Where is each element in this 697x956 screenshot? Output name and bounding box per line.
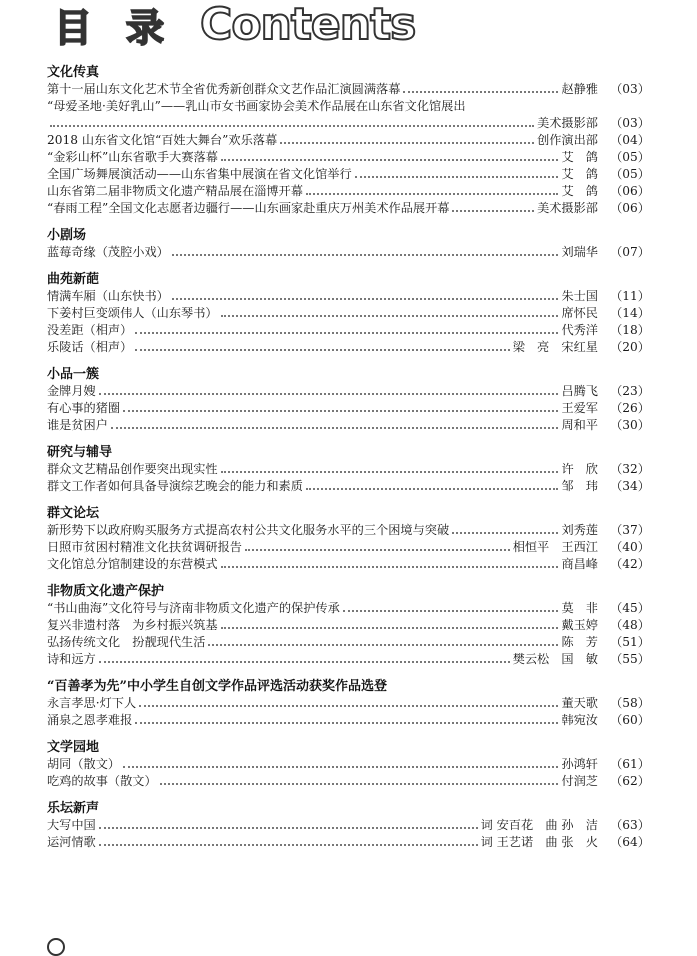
entry-author: 商昌峰 xyxy=(561,557,598,571)
dot-leader xyxy=(50,125,534,127)
entry-title[interactable]: 下姜村巨变颂伟人（山东琴书） xyxy=(47,306,218,320)
entry-title[interactable]: 文化馆总分馆制建设的东营模式 xyxy=(47,557,218,571)
entry-author: 相恒平 王西江 xyxy=(512,540,598,554)
toc-entry[interactable] xyxy=(47,115,650,132)
entry-title[interactable]: 情满车厢（山东快书） xyxy=(47,289,169,303)
dot-leader xyxy=(306,193,559,195)
dot-leader xyxy=(208,644,558,646)
entry-page-number: （05） xyxy=(610,167,650,181)
entry-title[interactable]: 日照市贫困村精准文化扶贫调研报告 xyxy=(47,540,242,554)
entry-page-number: （11） xyxy=(610,289,650,303)
entry-title[interactable]: 2018 山东省文化馆“百姓大舞台”欢乐落幕 xyxy=(47,133,278,147)
entry-page-number: （48） xyxy=(610,618,650,632)
dot-leader xyxy=(111,427,559,429)
entry-author: 美术摄影部 xyxy=(537,116,598,130)
entry-title[interactable]: 新形势下以政府购买服务方式提高农村公共文化服务水平的三个困境与突破 xyxy=(47,523,450,537)
entry-author: 刘秀莲 xyxy=(561,523,598,537)
entry-title[interactable]: 全国广场舞展演活动——山东省集中展演在省文化馆举行 xyxy=(47,167,352,181)
section-title: 非物质文化遗产保护 xyxy=(47,584,165,599)
toc-entry[interactable] xyxy=(47,244,650,261)
entry-author: 邹 玮 xyxy=(561,479,598,493)
entry-page-number: （30） xyxy=(610,418,650,432)
section-title: 文学园地 xyxy=(47,740,100,755)
entry-page-number: （03） xyxy=(610,82,650,96)
toc-entry[interactable] xyxy=(47,712,650,729)
toc-entry[interactable] xyxy=(47,522,650,539)
dot-leader xyxy=(221,159,559,161)
entry-author: 刘瑞华 xyxy=(561,245,598,259)
entry-page-number: （58） xyxy=(610,696,650,710)
entry-title[interactable]: 复兴非遗村落 为乡村振兴筑基 xyxy=(47,618,218,632)
entry-author: 赵静雅 xyxy=(561,82,598,96)
dot-leader xyxy=(221,471,559,473)
entry-author: 樊云松 国 敏 xyxy=(512,652,598,666)
section-title: 研究与辅导 xyxy=(47,445,113,460)
dot-leader xyxy=(123,766,558,768)
toc-entry[interactable] xyxy=(47,651,650,668)
entry-title[interactable]: 涌泉之恩孝难报 xyxy=(47,713,133,727)
entry-title[interactable]: 有心事的猪圈 xyxy=(47,401,121,415)
dot-leader xyxy=(355,176,559,178)
dot-leader xyxy=(139,705,558,707)
entry-author: 陈 芳 xyxy=(561,635,598,649)
entry-author: 席怀民 xyxy=(561,306,598,320)
entry-author: 词 王艺诺 曲 张 火 xyxy=(480,835,598,849)
toc-entry[interactable] xyxy=(47,81,650,98)
entry-title[interactable]: 永言孝思·灯下人 xyxy=(47,696,137,710)
entry-title[interactable]: 群文工作者如何具备导演综艺晚会的能力和素质 xyxy=(47,479,303,493)
entry-author: 周和平 xyxy=(561,418,598,432)
dot-leader xyxy=(280,142,534,144)
entry-title[interactable]: 吃鸡的故事（散文） xyxy=(47,774,157,788)
entry-author: 莫 非 xyxy=(561,601,598,615)
entry-page-number: （37） xyxy=(610,523,650,537)
entry-author: 词 安百花 曲 孙 洁 xyxy=(480,818,598,832)
entry-author: 艾 鸽 xyxy=(561,150,598,164)
entry-author: 戴玉婷 xyxy=(561,618,598,632)
toc-entry[interactable] xyxy=(47,166,650,183)
entry-title[interactable]: “书山曲海”文化符号与济南非物质文化遗产的保护传承 xyxy=(47,601,340,615)
toc-entry[interactable] xyxy=(47,478,650,495)
entry-author: 董天歌 xyxy=(561,696,598,710)
dot-leader xyxy=(123,410,558,412)
table-of-contents xyxy=(47,64,650,851)
toc-entry[interactable] xyxy=(47,305,650,322)
toc-entry[interactable] xyxy=(47,834,650,851)
entry-title[interactable]: 第十一届山东文化艺术节全省优秀新创群众文艺作品汇演圆满落幕 xyxy=(47,82,401,96)
toc-entry[interactable] xyxy=(47,461,650,478)
dot-leader xyxy=(343,610,559,612)
entry-title[interactable]: 大写中国 xyxy=(47,818,96,832)
entry-page-number: （42） xyxy=(610,557,650,571)
entry-page-number: （18） xyxy=(610,323,650,337)
entry-author: 吕腾飞 xyxy=(561,384,598,398)
entry-author: 韩宛汝 xyxy=(561,713,598,727)
section-title: 乐坛新声 xyxy=(47,801,100,816)
dot-leader xyxy=(245,549,510,551)
entry-page-number: （51） xyxy=(610,635,650,649)
toc-entry[interactable] xyxy=(47,817,650,834)
toc-entry[interactable] xyxy=(47,617,650,634)
dot-leader xyxy=(99,844,478,846)
dot-leader xyxy=(135,722,558,724)
entry-page-number: （64） xyxy=(610,835,650,849)
toc-entry[interactable] xyxy=(47,634,650,651)
section-title: 小剧场 xyxy=(47,228,87,243)
entry-title[interactable]: 谁是贫困户 xyxy=(47,418,108,432)
entry-page-number: （63） xyxy=(610,818,650,832)
entry-author: 王爱军 xyxy=(561,401,598,415)
entry-page-number: （04） xyxy=(610,133,650,147)
toc-entry[interactable] xyxy=(47,539,650,556)
entry-title[interactable]: “春雨工程”全国文化志愿者边疆行——山东画家赴重庆万州美术作品展开幕 xyxy=(47,201,450,215)
section-title: 小品一簇 xyxy=(47,367,100,382)
entry-author: 艾 鸽 xyxy=(561,167,598,181)
toc-entry[interactable] xyxy=(47,600,650,617)
entry-page-number: （62） xyxy=(610,774,650,788)
entry-author: 美术摄影部 xyxy=(537,201,598,215)
dot-leader xyxy=(172,254,559,256)
entry-title[interactable]: 弘扬传统文化 扮靓现代生活 xyxy=(47,635,206,649)
page-corner-icon xyxy=(47,938,65,956)
dot-leader xyxy=(99,827,478,829)
dot-leader xyxy=(160,783,559,785)
header-title: Contents xyxy=(200,0,416,50)
entry-page-number: （34） xyxy=(610,479,650,493)
entry-author: 代秀洋 xyxy=(561,323,598,337)
header-char-mu: 目 xyxy=(54,5,93,50)
toc-entry[interactable] xyxy=(47,200,650,217)
entry-page-number: （07） xyxy=(610,245,650,259)
dot-leader xyxy=(172,298,559,300)
entry-author: 梁 亮 宋红星 xyxy=(512,340,598,354)
entry-page-number: （23） xyxy=(610,384,650,398)
entry-title[interactable]: 山东省第二届非物质文化遗产精品展在淄博开幕 xyxy=(47,184,303,198)
toc-entry[interactable] xyxy=(47,183,650,200)
toc-entry[interactable] xyxy=(47,417,650,434)
toc-entry[interactable] xyxy=(47,400,650,417)
toc-entry[interactable] xyxy=(47,132,650,149)
toc-entry[interactable] xyxy=(47,383,650,400)
dot-leader xyxy=(452,532,558,534)
entry-author: 艾 鸽 xyxy=(561,184,598,198)
entry-author: 朱士国 xyxy=(561,289,598,303)
dot-leader xyxy=(452,210,534,212)
toc-entry[interactable] xyxy=(47,149,650,166)
entry-page-number: （61） xyxy=(610,757,650,771)
toc-entry[interactable] xyxy=(47,556,650,573)
entry-page-number: （45） xyxy=(610,601,650,615)
entry-title-line[interactable]: “母爱圣地·美好乳山”——乳山市女书画家协会美术作品展在山东省文化馆展出 xyxy=(47,99,466,113)
entry-page-number: （32） xyxy=(610,462,650,476)
entry-author: 创作演出部 xyxy=(537,133,598,147)
entry-page-number: （55） xyxy=(610,652,650,666)
entry-page-number: （06） xyxy=(610,201,650,215)
toc-entry[interactable] xyxy=(47,322,650,339)
entry-page-number: （14） xyxy=(610,306,650,320)
entry-title[interactable]: 没差距（相声） xyxy=(47,323,133,337)
dot-leader xyxy=(135,349,509,351)
dot-leader xyxy=(403,91,558,93)
toc-entry[interactable] xyxy=(47,339,650,356)
entry-page-number: （03） xyxy=(610,116,650,130)
toc-header xyxy=(54,0,415,48)
entry-page-number: （60） xyxy=(610,713,650,727)
entry-author: 孙鸿轩 xyxy=(561,757,598,771)
dot-leader xyxy=(99,393,559,395)
dot-leader xyxy=(221,627,559,629)
toc-entry[interactable] xyxy=(47,695,650,712)
entry-title[interactable]: 胡同（散文） xyxy=(47,757,121,771)
dot-leader xyxy=(306,488,559,490)
entry-page-number: （05） xyxy=(610,150,650,164)
entry-title[interactable]: 乐陵话（相声） xyxy=(47,340,133,354)
entry-title[interactable]: 群众文艺精品创作要突出现实性 xyxy=(47,462,218,476)
entry-title[interactable]: “金彩山杯”山东省歌手大赛落幕 xyxy=(47,150,218,164)
toc-entry[interactable] xyxy=(47,773,650,790)
entry-author: 付润芝 xyxy=(561,774,598,788)
section-title: 群文论坛 xyxy=(47,506,100,521)
entry-title[interactable]: 蓝莓奇缘（茂腔小戏） xyxy=(47,245,169,259)
header-char-lu: 录 xyxy=(126,5,165,50)
section-title: 曲苑新葩 xyxy=(47,272,100,287)
dot-leader xyxy=(135,332,558,334)
entry-title[interactable]: 金牌月嫂 xyxy=(47,384,96,398)
dot-leader xyxy=(221,566,559,568)
entry-title[interactable]: 诗和远方 xyxy=(47,652,96,666)
toc-entry[interactable] xyxy=(47,288,650,305)
toc-entry[interactable] xyxy=(47,756,650,773)
dot-leader xyxy=(221,315,559,317)
entry-page-number: （06） xyxy=(610,184,650,198)
dot-leader xyxy=(99,661,510,663)
section-title: 文化传真 xyxy=(47,65,100,80)
entry-title[interactable]: 运河情歌 xyxy=(47,835,96,849)
entry-author: 许 欣 xyxy=(561,462,598,476)
entry-page-number: （26） xyxy=(610,401,650,415)
entry-page-number: （40） xyxy=(610,540,650,554)
section-title: “百善孝为先”中小学生自创文学作品评选活动获奖作品选登 xyxy=(47,679,387,694)
entry-page-number: （20） xyxy=(610,340,650,354)
